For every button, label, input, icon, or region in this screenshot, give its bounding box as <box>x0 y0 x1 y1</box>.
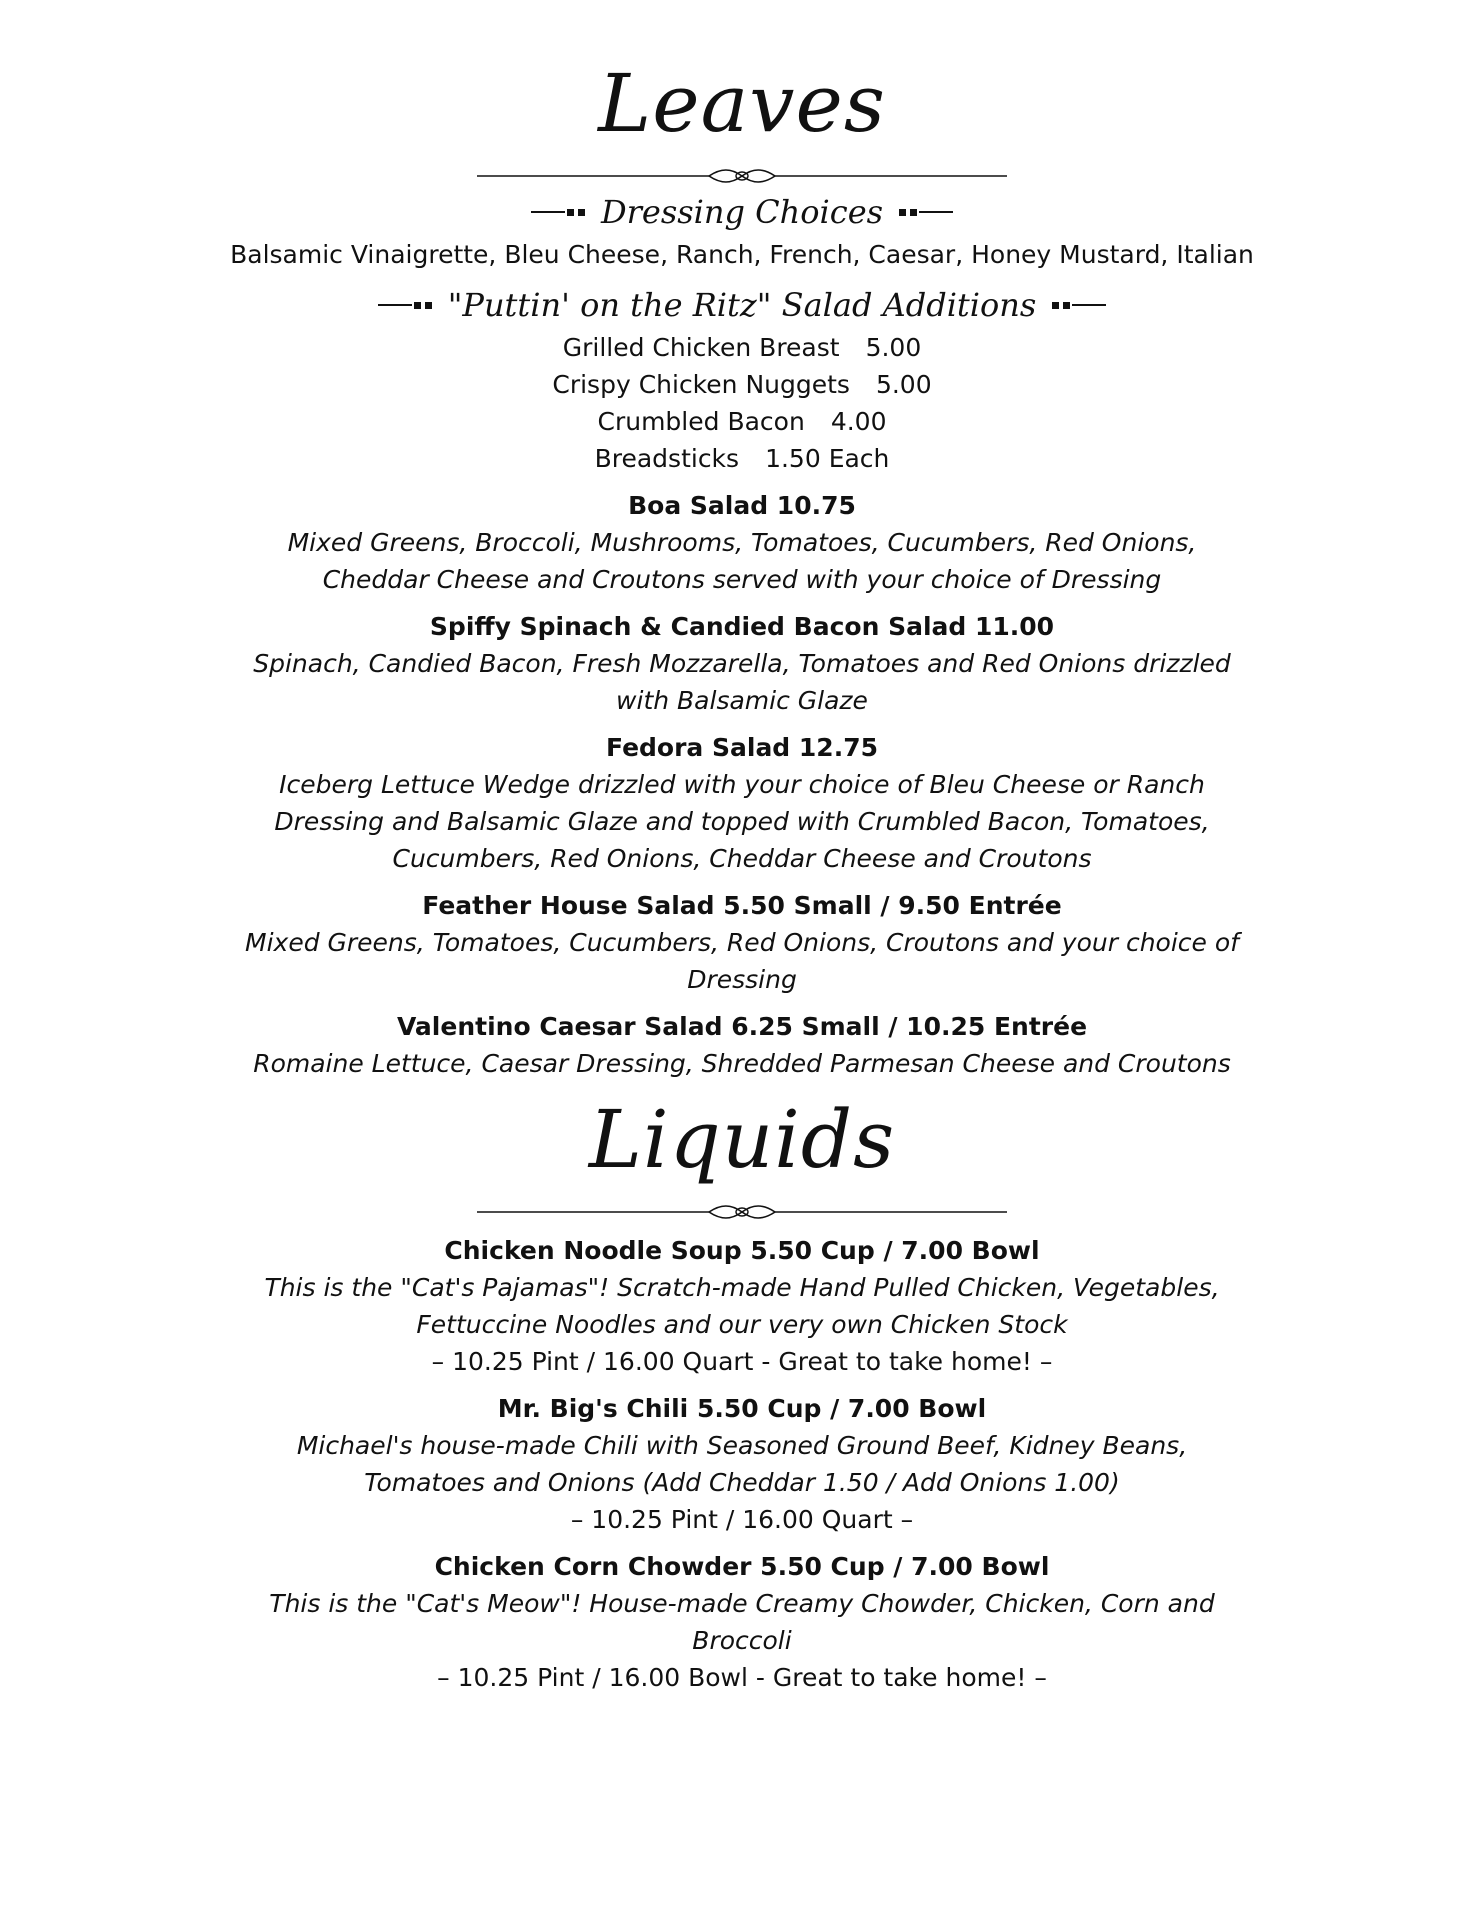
salad-heading: Feather House Salad 5.50 Small / 9.50 Entrée <box>422 891 1062 920</box>
salad-item-spiffy-spinach <box>0 608 1484 719</box>
addition-name: Crispy Chicken Nuggets <box>552 370 850 399</box>
square-dash-ornament-icon <box>1050 302 1106 309</box>
soup-takehome-note: – 10.25 Pint / 16.00 Quart – <box>570 1505 914 1534</box>
salad-description: Mixed Greens, Tomatoes, Cucumbers, Red Onions, Croutons and your choice of Dressing <box>245 928 1239 994</box>
soup-item-chicken-corn-chowder <box>0 1548 1484 1696</box>
dressing-choices-heading <box>0 193 1484 231</box>
salad-additions-label: "Puttin' on the Ritz" Salad Additions <box>447 286 1037 324</box>
addition-price: 5.00 <box>865 333 922 362</box>
addition-name: Crumbled Bacon <box>597 407 805 436</box>
list-item <box>0 329 1484 366</box>
soup-heading: Mr. Big's Chili 5.50 Cup / 7.00 Bowl <box>497 1394 987 1423</box>
addition-price: 4.00 <box>830 407 887 436</box>
salad-heading: Fedora Salad 12.75 <box>606 733 878 762</box>
addition-price: 1.50 Each <box>765 444 890 473</box>
salad-item-feather-house <box>0 887 1484 998</box>
ornament-divider-icon <box>477 164 1007 188</box>
salad-item-boa <box>0 487 1484 598</box>
list-item <box>0 440 1484 477</box>
soup-heading: Chicken Corn Chowder 5.50 Cup / 7.00 Bowl <box>434 1552 1050 1581</box>
addition-price: 5.00 <box>875 370 932 399</box>
soup-item-chicken-noodle <box>0 1232 1484 1380</box>
salad-description: Iceberg Lettuce Wedge drizzled with your choice of Bleu Cheese or Ranch Dressing and Balsamic Glaze and topped with Crumbled Bacon, Tomatoes, Cucumbers, Red Onions, Cheddar Cheese and Croutons <box>274 770 1210 873</box>
soup-description: Michael's house-made Chili with Seasoned Ground Beef, Kidney Beans, Tomatoes and Onions (Add Cheddar 1.50 / Add Onions 1.00) <box>296 1431 1188 1497</box>
square-dash-ornament-icon <box>897 209 953 216</box>
salad-description: Mixed Greens, Broccoli, Mushrooms, Tomatoes, Cucumbers, Red Onions, Cheddar Cheese and Croutons served with your choice of Dressing <box>287 528 1197 594</box>
salad-heading: Spiffy Spinach & Candied Bacon Salad 11.00 <box>429 612 1055 641</box>
soup-item-mr-bigs-chili <box>0 1390 1484 1538</box>
salad-item-fedora <box>0 729 1484 877</box>
soup-takehome-note: – 10.25 Pint / 16.00 Quart - Great to take home! – <box>431 1347 1053 1376</box>
salad-additions-heading <box>0 286 1484 324</box>
ornament-divider-icon <box>477 1200 1007 1224</box>
salad-item-valentino-caesar <box>0 1008 1484 1082</box>
dash-square-ornament-icon <box>378 302 434 309</box>
soup-description: This is the "Cat's Meow"! House-made Creamy Chowder, Chicken, Corn and Broccoli <box>269 1589 1215 1655</box>
addition-name: Grilled Chicken Breast <box>562 333 840 362</box>
salad-additions-list <box>0 329 1484 477</box>
dash-square-ornament-icon <box>531 209 587 216</box>
section-title-liquids: Liquids <box>588 1093 896 1186</box>
list-item <box>0 403 1484 440</box>
soup-description: This is the "Cat's Pajamas"! Scratch-made Hand Pulled Chicken, Vegetables, Fettuccine Noodles and our very own Chicken Stock <box>264 1273 1220 1339</box>
section-title-leaves: Leaves <box>598 57 886 150</box>
salad-description: Spinach, Candied Bacon, Fresh Mozzarella, Tomatoes and Red Onions drizzled with Balsamic Glaze <box>253 649 1231 715</box>
soup-heading: Chicken Noodle Soup 5.50 Cup / 7.00 Bowl <box>444 1236 1040 1265</box>
salad-heading: Valentino Caesar Salad 6.25 Small / 10.25 Entrée <box>396 1012 1088 1041</box>
addition-name: Breadsticks <box>594 444 740 473</box>
dressing-choices-label: Dressing Choices <box>600 193 884 231</box>
salad-description: Romaine Lettuce, Caesar Dressing, Shredded Parmesan Cheese and Croutons <box>253 1049 1231 1078</box>
soup-takehome-note: – 10.25 Pint / 16.00 Bowl - Great to take home! – <box>437 1663 1047 1692</box>
salad-heading: Boa Salad 10.75 <box>628 491 856 520</box>
list-item <box>0 366 1484 403</box>
dressing-list: Balsamic Vinaigrette, Bleu Cheese, Ranch, French, Caesar, Honey Mustard, Italian <box>230 240 1254 269</box>
